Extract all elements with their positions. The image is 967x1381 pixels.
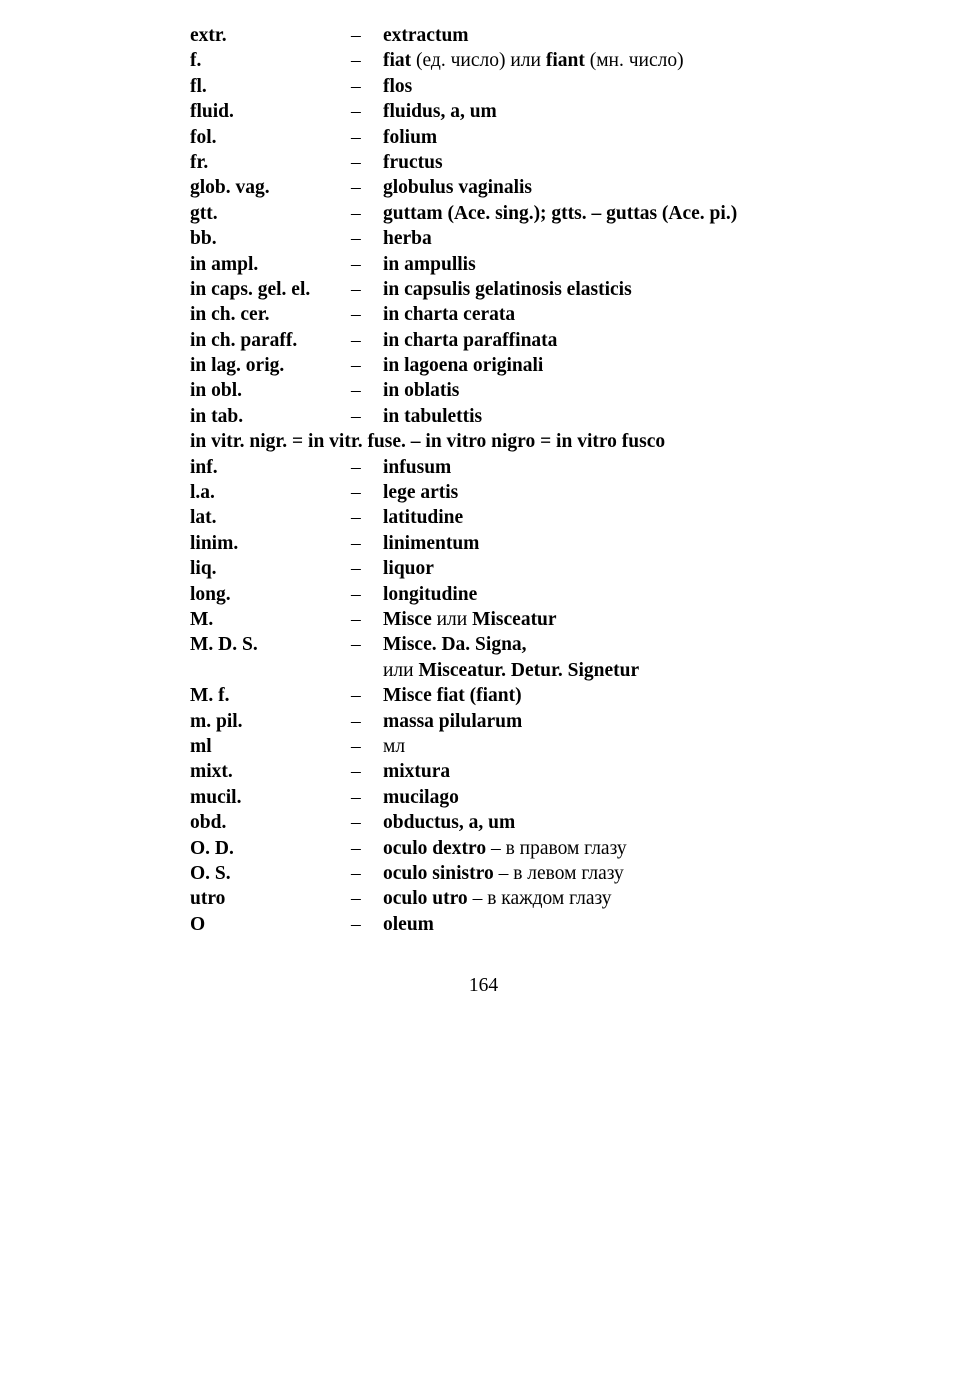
- meaning-part: latitudine: [383, 507, 464, 529]
- abbreviation-term: glob. vag.: [190, 177, 270, 199]
- abbreviation-meaning: [383, 99, 497, 124]
- meaning-part: infusum: [383, 456, 452, 478]
- abbreviation-term: f.: [190, 50, 202, 72]
- abbreviation-meaning: [383, 48, 684, 73]
- abbreviation-term: l.a.: [190, 482, 215, 504]
- meaning-part: oleum: [383, 913, 434, 935]
- abbreviation-meaning: [383, 582, 477, 607]
- abbreviation-term: linim.: [190, 532, 239, 554]
- meaning-part: guttam (Ace. sing.); gtts. – guttas (Ace. pi.): [383, 202, 738, 224]
- abbreviation-term: in caps. gel. el.: [190, 278, 311, 300]
- meaning-part: extractum: [383, 25, 469, 46]
- abbreviation-meaning: [383, 328, 557, 353]
- entry-dash: –: [351, 507, 361, 529]
- meaning-part: in charta paraffinata: [383, 329, 558, 351]
- abbreviation-term: M. D. S.: [190, 634, 258, 656]
- abbreviation-entry: [190, 48, 830, 73]
- entry-dash: –: [351, 812, 361, 834]
- meaning-part: linimentum: [383, 532, 480, 554]
- abbreviation-term: mixt.: [190, 761, 233, 783]
- abbreviation-meaning: [383, 836, 627, 861]
- abbreviation-meaning: [383, 175, 532, 200]
- abbreviation-meaning: [383, 378, 459, 403]
- abbreviation-meaning: [383, 480, 458, 505]
- meaning-part: Misceatur: [472, 608, 557, 630]
- meaning-part: in lagoena originali: [383, 355, 544, 377]
- abbreviation-meaning: [383, 531, 479, 556]
- abbreviation-term: O. D.: [190, 837, 234, 859]
- entry-dash: –: [351, 913, 361, 935]
- abbreviation-entry: [190, 759, 830, 784]
- abbreviation-entry: [190, 378, 830, 403]
- meaning-part: obductus, a, um: [383, 812, 516, 834]
- meaning-part: – в правом глазу: [486, 837, 627, 859]
- abbreviation-meaning: [383, 632, 639, 683]
- abbreviation-term: lat.: [190, 507, 217, 529]
- abbreviation-meaning: [383, 861, 624, 886]
- entry-dash: –: [351, 558, 361, 580]
- abbreviation-term: fluid.: [190, 101, 234, 123]
- entry-dash: –: [351, 151, 361, 173]
- abbreviation-term: mucil.: [190, 786, 242, 808]
- abbreviation-entry: [190, 836, 830, 861]
- meaning-part: или: [431, 608, 473, 630]
- abbreviation-entry: [190, 556, 830, 581]
- abbreviation-meaning: [383, 683, 522, 708]
- entry-dash: –: [351, 634, 361, 656]
- meaning-part: herba: [383, 228, 432, 250]
- meaning-part: lege artis: [383, 482, 459, 504]
- abbreviation-full-line: in vitr. nigr. = in vitr. fuse. – in vitro nigro = in vitro fusco: [190, 431, 666, 453]
- abbreviation-term: fr.: [190, 151, 209, 173]
- abbreviation-entry: [190, 709, 830, 734]
- abbreviation-term: bb.: [190, 228, 217, 250]
- abbreviation-meaning: [383, 785, 459, 810]
- abbreviation-entry: [190, 353, 830, 378]
- entry-dash: –: [351, 75, 361, 97]
- entry-dash: –: [351, 685, 361, 707]
- entry-dash: –: [351, 101, 361, 123]
- abbreviation-entry: [190, 99, 830, 124]
- abbreviation-meaning: [383, 810, 515, 835]
- abbreviation-meaning: [383, 150, 443, 175]
- abbreviation-meaning: [383, 302, 515, 327]
- entry-dash: –: [351, 253, 361, 275]
- meaning-part: или: [510, 50, 546, 72]
- entry-dash: –: [351, 25, 361, 46]
- abbreviation-term: long.: [190, 583, 231, 605]
- abbreviation-meaning: [383, 709, 522, 734]
- abbreviation-term: m. pil.: [190, 710, 243, 732]
- meaning-part: oculo sinistro: [383, 862, 494, 884]
- abbreviation-entry: [190, 607, 830, 632]
- entry-dash: –: [351, 126, 361, 148]
- abbreviation-entry: [190, 74, 830, 99]
- page-number: 164: [468, 975, 499, 996]
- meaning-part: мл: [383, 735, 406, 757]
- abbreviation-term: in ampl.: [190, 253, 259, 275]
- abbreviation-meaning: [383, 759, 450, 784]
- meaning-part: (ед. число): [411, 50, 511, 72]
- abbreviation-meaning: [383, 505, 463, 530]
- abbreviation-entry: [190, 252, 830, 277]
- meaning-part: oculo dextro: [383, 837, 487, 859]
- entry-dash: –: [351, 837, 361, 859]
- abbreviation-meaning: [383, 912, 434, 937]
- meaning-part: Misce: [383, 608, 432, 630]
- abbreviation-entry: [190, 201, 830, 226]
- entry-dash: –: [351, 355, 361, 377]
- meaning-part: oculo utro: [383, 888, 468, 910]
- abbreviation-meaning: [383, 353, 543, 378]
- entry-dash: –: [351, 456, 361, 478]
- meaning-part: in ampullis: [383, 253, 476, 275]
- meaning-part: – в левом глазу: [493, 862, 624, 884]
- abbreviation-entry: [190, 861, 830, 886]
- abbreviation-term: M. f.: [190, 685, 230, 707]
- entry-dash: –: [351, 786, 361, 808]
- abbreviation-term: obd.: [190, 812, 227, 834]
- entry-dash: –: [351, 735, 361, 757]
- abbreviation-term: gtt.: [190, 202, 218, 224]
- abbreviation-entry: [190, 886, 830, 911]
- meaning-part: in tabulettis: [383, 405, 483, 427]
- meaning-part: Misce. Da. Signa,: [383, 634, 527, 656]
- abbreviation-entry: [190, 175, 830, 200]
- abbreviation-term: O. S.: [190, 862, 231, 884]
- abbreviation-meaning: [383, 252, 476, 277]
- abbreviation-term: in lag. orig.: [190, 355, 285, 377]
- meaning-part: massa pilularum: [383, 710, 523, 732]
- meaning-part: in charta cerata: [383, 304, 516, 326]
- abbreviation-meaning: [383, 607, 557, 632]
- meaning-part: – в каждом глазу: [467, 888, 612, 910]
- meaning-part: mucilago: [383, 786, 459, 808]
- abbreviation-meaning: [383, 201, 737, 226]
- abbreviation-term: utro: [190, 888, 226, 910]
- abbreviation-entry: [190, 226, 830, 251]
- meaning-part: fluidus, a, um: [383, 101, 497, 123]
- abbreviation-entry: [190, 150, 830, 175]
- meaning-part: globulus vaginalis: [383, 177, 533, 199]
- entry-dash: –: [351, 50, 361, 72]
- abbreviation-entry: [190, 328, 830, 353]
- entry-dash: –: [351, 405, 361, 427]
- abbreviation-term: fol.: [190, 126, 217, 148]
- meaning-part: fiant: [545, 50, 585, 72]
- abbreviation-entry: [190, 505, 830, 530]
- entry-dash: –: [351, 177, 361, 199]
- abbreviation-meaning: [383, 74, 412, 99]
- abbreviation-entry: [190, 125, 830, 150]
- abbreviation-term: O: [190, 913, 206, 935]
- abbreviation-entry: [190, 404, 830, 429]
- abbreviation-term: in ch. cer.: [190, 304, 270, 326]
- abbreviation-entry: [190, 302, 830, 327]
- abbreviation-entry: [190, 455, 830, 480]
- entry-dash: –: [351, 304, 361, 326]
- meaning-part: longitudine: [383, 583, 478, 605]
- entry-dash: –: [351, 202, 361, 224]
- meaning-part: in capsulis gelatinosis elasticis: [383, 278, 632, 300]
- entry-dash: –: [351, 380, 361, 402]
- abbreviation-list: [190, 23, 830, 937]
- abbreviation-meaning: [383, 734, 405, 759]
- abbreviation-entry: [190, 734, 830, 759]
- abbreviation-term: in obl.: [190, 380, 243, 402]
- entry-dash: –: [351, 608, 361, 630]
- abbreviation-entry: [190, 23, 830, 48]
- abbreviation-entry: [190, 785, 830, 810]
- abbreviation-entry: [190, 912, 830, 937]
- abbreviation-entry: [190, 582, 830, 607]
- abbreviation-entry: [190, 632, 830, 683]
- abbreviation-meaning: [383, 125, 437, 150]
- entry-dash: –: [351, 482, 361, 504]
- abbreviation-entry: [190, 480, 830, 505]
- abbreviation-term: fl.: [190, 75, 207, 97]
- meaning-part: folium: [383, 126, 438, 148]
- abbreviation-term: in tab.: [190, 405, 244, 427]
- entry-dash: –: [351, 583, 361, 605]
- meaning-part: fiat: [383, 50, 412, 72]
- meaning-part: in oblatis: [383, 380, 460, 402]
- abbreviation-meaning: [383, 226, 432, 251]
- abbreviation-entry: [190, 277, 830, 302]
- abbreviation-meaning: [383, 404, 482, 429]
- entry-dash: –: [351, 278, 361, 300]
- meaning-part: Misce fiat (fiant): [383, 685, 522, 707]
- entry-dash: –: [351, 228, 361, 250]
- abbreviation-entry: [190, 683, 830, 708]
- entry-dash: –: [351, 888, 361, 910]
- meaning-part: (мн. число): [584, 50, 684, 72]
- entry-dash: –: [351, 532, 361, 554]
- abbreviation-entry: [190, 429, 830, 454]
- entry-dash: –: [351, 329, 361, 351]
- entry-dash: –: [351, 862, 361, 884]
- entry-dash: –: [351, 761, 361, 783]
- meaning-part: mixtura: [383, 761, 451, 783]
- meaning-part: flos: [383, 75, 413, 97]
- meaning-part: Misceatur. Detur. Signetur: [418, 659, 640, 681]
- abbreviation-term: liq.: [190, 558, 217, 580]
- meaning-part: liquor: [383, 558, 434, 580]
- abbreviation-meaning: [383, 277, 632, 302]
- abbreviation-term: inf.: [190, 456, 218, 478]
- abbreviation-meaning: [383, 556, 434, 581]
- entry-dash: –: [351, 710, 361, 732]
- abbreviation-meaning: [383, 886, 612, 911]
- abbreviation-term: in ch. paraff.: [190, 329, 298, 351]
- abbreviation-meaning: [383, 455, 451, 480]
- abbreviation-term: extr.: [190, 25, 227, 46]
- abbreviation-entry: [190, 810, 830, 835]
- abbreviation-entry: [190, 531, 830, 556]
- abbreviation-term: ml: [190, 735, 212, 757]
- abbreviation-meaning: [383, 23, 469, 48]
- meaning-part: fructus: [383, 151, 443, 173]
- meaning-part: или: [383, 659, 419, 681]
- abbreviation-term: M.: [190, 608, 214, 630]
